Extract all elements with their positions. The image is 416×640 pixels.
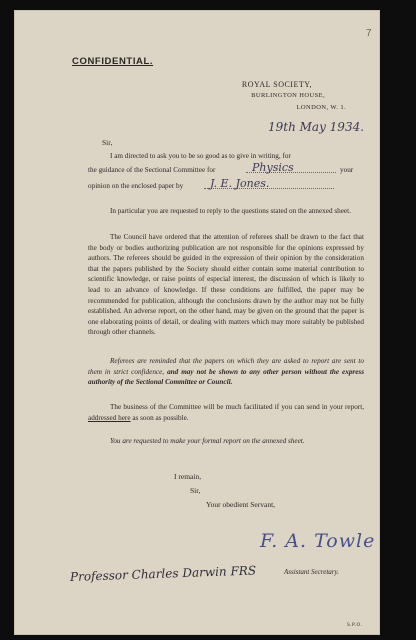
request-line-3: opinion on the enclosed paper by (88, 182, 184, 190)
letter-page (14, 10, 380, 635)
page-mark: 7 (366, 28, 372, 39)
request-line-1: I am directed to ask you to be so good as to give in writing, for (110, 152, 291, 160)
letterhead-society: ROYAL SOCIETY, (241, 80, 312, 89)
closing-remain: I remain, (174, 472, 202, 481)
handwritten-author: J. E. Jones. (210, 177, 270, 190)
signatory-title: Assistant Secretary. (284, 568, 339, 576)
letterhead-street: BURLINGTON HOUSE, (251, 92, 325, 99)
request-line-2: the guidance of the Sectional Committee for (88, 166, 216, 174)
section-fill-line (246, 162, 336, 173)
signature: F. A. Towle (260, 530, 376, 552)
salutation: Sir, (102, 138, 113, 147)
reminder-emphasis: and may not be shown to any other person (167, 367, 302, 376)
reminder-end: without the express authority of the Sectional Committee or Council. (88, 367, 365, 387)
closing-sir: Sir, (190, 486, 201, 495)
questions-paragraph: In particular you are requested to reply to the questions stated on the annexed sheet. (110, 207, 351, 215)
business-underlined: addressed here (88, 413, 131, 422)
reminder-lead: Referees are reminded that the papers on which they are asked to report are sent to them in strict confidence, (88, 357, 364, 376)
business-after: as soon as possible. (132, 413, 189, 422)
closing-servant: Your obedient Servant, (206, 500, 276, 509)
formal-report-paragraph: You are requested to make your formal report on the annexed sheet. (110, 437, 305, 445)
footer-code: S.P.O. (347, 623, 363, 628)
handwritten-section: Physics (252, 161, 294, 174)
council-paragraph: The Council have ordered that the attention of referees shall be drawn to the fact that the body or bodies authorizing publication are not responsible for the opinions expressed by authors. The referees should be guided in the expression of their opinion by the consideration that the papers published by the Society should either contain some material contribution to scientific knowledge, or raise points of especial interest, the discussion of which is likely to lead to an advance of knowledge. If these conditions are fulfilled, the paper may be recommended for publication, although the conclusions drawn by the author may not be fully established. An adverse report, on the other hand, may be given on the ground that the paper is one elaborating points of detail, or dealing with matters which may more suitably be published through other channels. (88, 233, 364, 337)
confidential-heading: CONFIDENTIAL. (72, 56, 154, 67)
request-line-2-end: your (340, 166, 354, 174)
author-fill-line (204, 178, 334, 189)
reminder-paragraph (88, 356, 364, 388)
letterhead-city: LONDON, W. 1. (296, 104, 346, 111)
handwritten-date: 19th May 1934. (268, 120, 365, 134)
business-before: The business of the Committee will be much facilitated if you can send in your report, (110, 403, 364, 411)
business-paragraph (88, 402, 364, 423)
handwritten-addressee: Professor Charles Darwin FRS (69, 563, 257, 584)
